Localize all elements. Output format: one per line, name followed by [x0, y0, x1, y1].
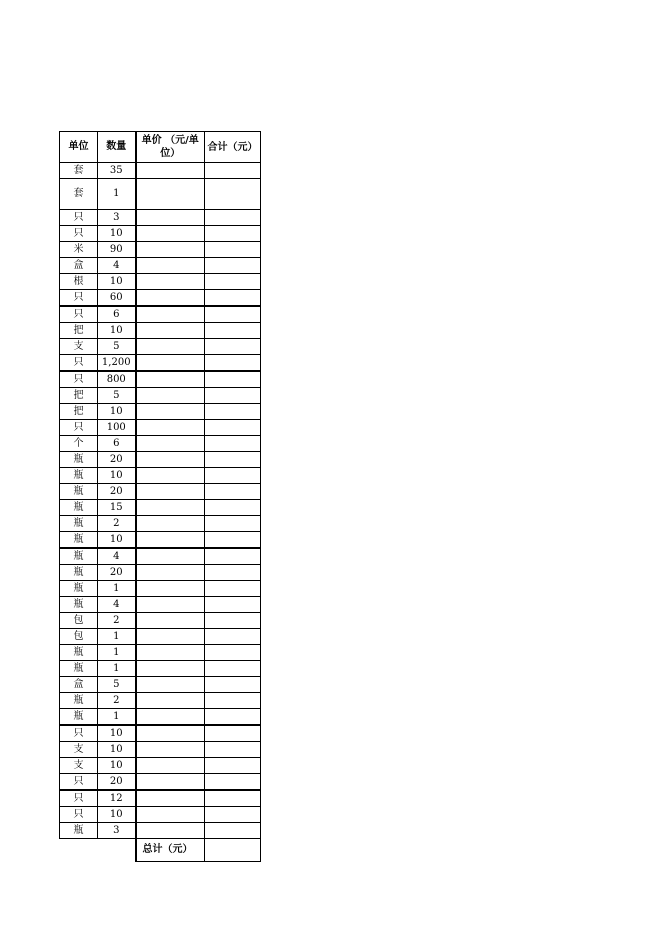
line-total-cell[interactable] — [205, 436, 261, 452]
unit-cell: 只 — [60, 725, 98, 742]
line-total-cell[interactable] — [205, 758, 261, 774]
unit-price-cell[interactable] — [136, 210, 205, 226]
unit-cell: 只 — [60, 371, 98, 388]
table-row — [60, 548, 261, 565]
qty-cell: 1 — [98, 581, 136, 597]
unit-cell: 只 — [60, 774, 98, 791]
line-total-cell[interactable] — [205, 548, 261, 565]
table-row — [60, 516, 261, 532]
qty-cell: 10 — [98, 758, 136, 774]
line-total-cell[interactable] — [205, 242, 261, 258]
unit-cell: 根 — [60, 274, 98, 290]
qty-cell: 3 — [98, 210, 136, 226]
unit-price-cell[interactable] — [136, 532, 205, 549]
unit-cell: 瓶 — [60, 597, 98, 613]
qty-cell: 3 — [98, 823, 136, 839]
unit-cell: 瓶 — [60, 565, 98, 581]
unit-price-cell[interactable] — [136, 613, 205, 629]
qty-cell: 10 — [98, 323, 136, 339]
qty-cell: 90 — [98, 242, 136, 258]
qty-cell: 20 — [98, 484, 136, 500]
unit-cell: 只 — [60, 807, 98, 823]
line-total-cell[interactable] — [205, 388, 261, 404]
line-total-cell[interactable] — [205, 709, 261, 726]
spreadsheet — [59, 131, 261, 862]
table-row — [60, 790, 261, 807]
unit-price-cell[interactable] — [136, 339, 205, 355]
unit-price-cell[interactable] — [136, 693, 205, 709]
unit-cell: 支 — [60, 758, 98, 774]
unit-price-cell[interactable] — [136, 790, 205, 807]
line-total-cell[interactable] — [205, 420, 261, 436]
unit-price-cell[interactable] — [136, 661, 205, 677]
unit-cell: 支 — [60, 339, 98, 355]
total-label: 总计（元） — [136, 839, 205, 862]
table-row — [60, 436, 261, 452]
unit-cell: 个 — [60, 436, 98, 452]
unit-price-cell[interactable] — [136, 258, 205, 274]
unit-price-cell[interactable] — [136, 420, 205, 436]
qty-cell: 20 — [98, 565, 136, 581]
table-row — [60, 371, 261, 388]
unit-cell: 盒 — [60, 258, 98, 274]
table-row — [60, 258, 261, 274]
total-row — [60, 839, 261, 862]
unit-price-cell[interactable] — [136, 436, 205, 452]
qty-cell: 2 — [98, 516, 136, 532]
table-row — [60, 725, 261, 742]
table-row — [60, 420, 261, 436]
unit-cell: 瓶 — [60, 468, 98, 484]
unit-price-cell[interactable] — [136, 226, 205, 242]
table-row — [60, 742, 261, 758]
blank-cell — [98, 839, 136, 862]
unit-price-cell[interactable] — [136, 500, 205, 516]
unit-price-cell[interactable] — [136, 807, 205, 823]
unit-cell: 瓶 — [60, 516, 98, 532]
unit-cell: 米 — [60, 242, 98, 258]
unit-price-cell[interactable] — [136, 452, 205, 468]
line-total-cell[interactable] — [205, 323, 261, 339]
qty-cell: 2 — [98, 613, 136, 629]
qty-cell: 10 — [98, 807, 136, 823]
line-total-cell[interactable] — [205, 258, 261, 274]
qty-cell: 10 — [98, 226, 136, 242]
qty-cell: 4 — [98, 548, 136, 565]
qty-cell: 10 — [98, 725, 136, 742]
line-total-cell[interactable] — [205, 661, 261, 677]
qty-cell: 1 — [98, 629, 136, 645]
line-total-cell[interactable] — [205, 290, 261, 307]
unit-price-cell[interactable] — [136, 371, 205, 388]
table-row — [60, 468, 261, 484]
unit-cell: 瓶 — [60, 709, 98, 726]
line-total-cell[interactable] — [205, 452, 261, 468]
grand-total-cell[interactable] — [205, 839, 261, 862]
table-row — [60, 807, 261, 823]
line-total-cell[interactable] — [205, 629, 261, 645]
line-total-cell[interactable] — [205, 725, 261, 742]
unit-cell: 瓶 — [60, 484, 98, 500]
qty-cell: 10 — [98, 532, 136, 549]
unit-cell: 只 — [60, 420, 98, 436]
unit-cell: 只 — [60, 226, 98, 242]
qty-cell: 800 — [98, 371, 136, 388]
line-total-cell[interactable] — [205, 597, 261, 613]
table-row — [60, 179, 261, 210]
unit-price-cell[interactable] — [136, 823, 205, 839]
qty-cell: 5 — [98, 677, 136, 693]
unit-cell: 只 — [60, 355, 98, 372]
header-row — [60, 132, 261, 163]
line-total-cell[interactable] — [205, 823, 261, 839]
unit-cell: 只 — [60, 210, 98, 226]
item-table — [59, 131, 261, 862]
table-row — [60, 388, 261, 404]
table-row — [60, 355, 261, 372]
qty-cell: 20 — [98, 774, 136, 791]
qty-cell: 12 — [98, 790, 136, 807]
table-row — [60, 163, 261, 179]
table-row — [60, 306, 261, 323]
line-total-cell[interactable] — [205, 677, 261, 693]
qty-cell: 1 — [98, 179, 136, 210]
qty-cell: 15 — [98, 500, 136, 516]
qty-cell: 1 — [98, 645, 136, 661]
unit-cell: 只 — [60, 290, 98, 307]
table-row — [60, 597, 261, 613]
unit-cell: 把 — [60, 404, 98, 420]
header-line-total: 合计（元） — [205, 132, 261, 163]
qty-cell: 20 — [98, 452, 136, 468]
table-row — [60, 242, 261, 258]
header-qty: 数量 — [98, 132, 136, 163]
table-row — [60, 774, 261, 791]
line-total-cell[interactable] — [205, 210, 261, 226]
qty-cell: 1 — [98, 709, 136, 726]
qty-cell: 60 — [98, 290, 136, 307]
unit-cell: 把 — [60, 323, 98, 339]
line-total-cell[interactable] — [205, 807, 261, 823]
unit-cell: 套 — [60, 179, 98, 210]
qty-cell: 10 — [98, 468, 136, 484]
unit-cell: 支 — [60, 742, 98, 758]
unit-price-cell[interactable] — [136, 758, 205, 774]
unit-price-cell[interactable] — [136, 516, 205, 532]
unit-price-cell[interactable] — [136, 742, 205, 758]
line-total-cell[interactable] — [205, 226, 261, 242]
unit-price-cell[interactable] — [136, 709, 205, 726]
unit-price-cell[interactable] — [136, 565, 205, 581]
line-total-cell[interactable] — [205, 484, 261, 500]
line-total-cell[interactable] — [205, 306, 261, 323]
table-row — [60, 645, 261, 661]
line-total-cell[interactable] — [205, 516, 261, 532]
table-row — [60, 452, 261, 468]
line-total-cell[interactable] — [205, 613, 261, 629]
table-row — [60, 581, 261, 597]
table-row — [60, 677, 261, 693]
qty-cell: 100 — [98, 420, 136, 436]
unit-cell: 把 — [60, 388, 98, 404]
line-total-cell[interactable] — [205, 645, 261, 661]
line-total-cell[interactable] — [205, 371, 261, 388]
line-total-cell[interactable] — [205, 274, 261, 290]
blank-cell — [60, 839, 98, 862]
unit-price-cell[interactable] — [136, 163, 205, 179]
table-row — [60, 613, 261, 629]
table-row — [60, 693, 261, 709]
unit-price-cell[interactable] — [136, 404, 205, 420]
unit-price-cell[interactable] — [136, 179, 205, 210]
unit-cell: 只 — [60, 306, 98, 323]
table-row — [60, 565, 261, 581]
line-total-cell[interactable] — [205, 500, 261, 516]
unit-price-cell[interactable] — [136, 645, 205, 661]
table-row — [60, 210, 261, 226]
qty-cell: 1,200 — [98, 355, 136, 372]
qty-cell: 5 — [98, 339, 136, 355]
table-row — [60, 274, 261, 290]
unit-cell: 瓶 — [60, 500, 98, 516]
qty-cell: 6 — [98, 436, 136, 452]
table-row — [60, 823, 261, 839]
line-total-cell[interactable] — [205, 790, 261, 807]
unit-price-cell[interactable] — [136, 323, 205, 339]
table-row — [60, 290, 261, 307]
line-total-cell[interactable] — [205, 581, 261, 597]
line-total-cell[interactable] — [205, 404, 261, 420]
qty-cell: 2 — [98, 693, 136, 709]
unit-cell: 瓶 — [60, 581, 98, 597]
unit-price-cell[interactable] — [136, 581, 205, 597]
qty-cell: 4 — [98, 597, 136, 613]
line-total-cell[interactable] — [205, 163, 261, 179]
unit-cell: 瓶 — [60, 532, 98, 549]
line-total-cell[interactable] — [205, 693, 261, 709]
line-total-cell[interactable] — [205, 532, 261, 549]
line-total-cell[interactable] — [205, 742, 261, 758]
table-row — [60, 500, 261, 516]
unit-cell: 只 — [60, 790, 98, 807]
unit-cell: 盒 — [60, 677, 98, 693]
unit-price-cell[interactable] — [136, 355, 205, 372]
unit-cell: 瓶 — [60, 661, 98, 677]
line-total-cell[interactable] — [205, 774, 261, 791]
unit-cell: 瓶 — [60, 548, 98, 565]
header-unit: 单位 — [60, 132, 98, 163]
line-total-cell[interactable] — [205, 179, 261, 210]
table-row — [60, 323, 261, 339]
line-total-cell[interactable] — [205, 339, 261, 355]
table-row — [60, 709, 261, 726]
qty-cell: 10 — [98, 404, 136, 420]
unit-cell: 瓶 — [60, 645, 98, 661]
unit-price-cell[interactable] — [136, 548, 205, 565]
unit-cell: 套 — [60, 163, 98, 179]
qty-cell: 4 — [98, 258, 136, 274]
table-row — [60, 661, 261, 677]
unit-price-cell[interactable] — [136, 468, 205, 484]
unit-cell: 包 — [60, 613, 98, 629]
unit-price-cell[interactable] — [136, 242, 205, 258]
unit-price-cell[interactable] — [136, 388, 205, 404]
table-row — [60, 532, 261, 549]
unit-price-cell[interactable] — [136, 484, 205, 500]
unit-cell: 瓶 — [60, 693, 98, 709]
unit-price-cell[interactable] — [136, 725, 205, 742]
table-row — [60, 404, 261, 420]
table-row — [60, 226, 261, 242]
unit-price-cell[interactable] — [136, 306, 205, 323]
table-row — [60, 758, 261, 774]
line-total-cell[interactable] — [205, 565, 261, 581]
qty-cell: 35 — [98, 163, 136, 179]
unit-price-cell[interactable] — [136, 629, 205, 645]
unit-price-cell[interactable] — [136, 774, 205, 791]
table-row — [60, 484, 261, 500]
line-total-cell[interactable] — [205, 468, 261, 484]
qty-cell: 10 — [98, 742, 136, 758]
unit-price-cell[interactable] — [136, 597, 205, 613]
line-total-cell[interactable] — [205, 355, 261, 372]
unit-cell: 瓶 — [60, 452, 98, 468]
unit-price-cell[interactable] — [136, 677, 205, 693]
unit-price-cell[interactable] — [136, 290, 205, 307]
qty-cell: 6 — [98, 306, 136, 323]
table-row — [60, 629, 261, 645]
unit-cell: 包 — [60, 629, 98, 645]
qty-cell: 5 — [98, 388, 136, 404]
qty-cell: 10 — [98, 274, 136, 290]
qty-cell: 1 — [98, 661, 136, 677]
table-row — [60, 339, 261, 355]
unit-price-cell[interactable] — [136, 274, 205, 290]
header-unit-price: 单价 （元/单位） — [136, 132, 205, 163]
unit-cell: 瓶 — [60, 823, 98, 839]
